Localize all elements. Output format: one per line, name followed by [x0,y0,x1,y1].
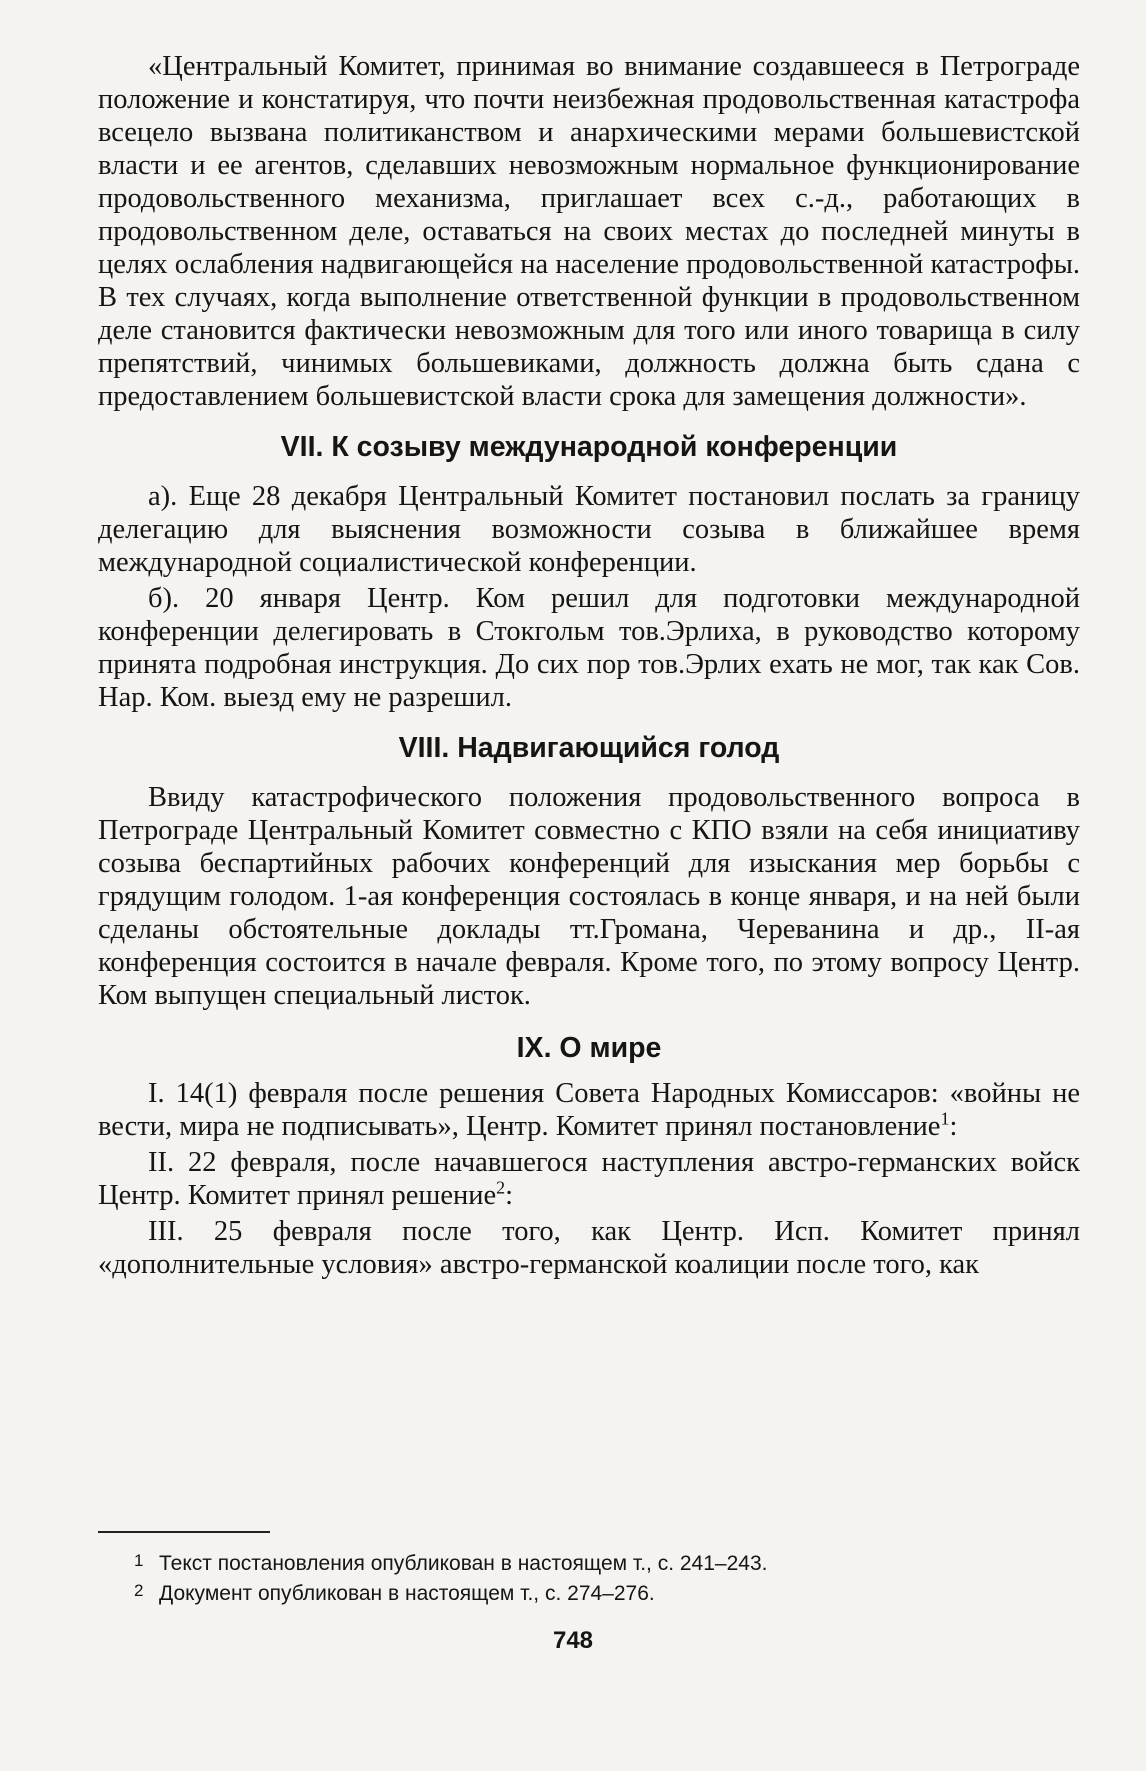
section-9-paragraph-2-text: II. 22 февраля, после начавшегося наступления австро-германских войск Центр. Комитет принял решение [98,1147,1080,1211]
section-9-paragraph-3: III. 25 февраля после того, как Центр. Исп. Комитет принял «дополнительные условия» австро-германской коалиции после того, как [98,1216,1080,1280]
footnote-2 [98,1579,1080,1609]
section-7-item-b: б). 20 января Центр. Ком решил для подготовки международной конференции делегировать в Стокгольм тов.Эрлиха, в руководство которому принята подробная инструкция. До сих пор тов.Эрлих ехать не мог, так как Сов. Нар. Ком. выезд ему не разрешил. [98,583,1080,713]
footnote-1 [98,1549,1080,1579]
footnotes [98,1549,1080,1609]
section-9-title: IX. О мире [516,1032,662,1064]
footnote-2-number: 2 [134,1581,144,1600]
footnote-ref-1[interactable]: 1 [940,1108,950,1129]
section-9-paragraph-2-end: : [505,1180,514,1211]
footnote-1-text: Текст постановления опубликован в настоящем т., с. 241–243. [159,1552,768,1575]
section-9-paragraph-2 [98,1146,1080,1212]
section-8-paragraph: Ввиду катастрофического положения продовольственного вопроса в Петрограде Центральный Комитет совместно с КПО взяли на себя инициативу созыва беспартийных рабочих конференций для изыскания мер борьбы с грядущим голодом. 1-ая конференция состоялась в конце января, и на ней были сделаны обстоятельные доклады тт.Громана, Череванина и др., II-ая конференция состоится в начале февраля. Кроме того, по этому вопросу Центр. Ком выпущен специальный листок. [98,782,1080,1011]
section-9-paragraph-1 [98,1077,1080,1143]
section-9-paragraph-1-text: I. 14(1) февраля после решения Совета Народных Комиссаров: «войны не вести, мира не подписывать», Центр. Комитет принял постановление [98,1078,1080,1142]
intro-quote-paragraph: «Центральный Комитет, принимая во внимание создавшееся в Петрограде положение и констатируя, что почти неизбежная продовольственная катастрофа всецело вызвана политиканством и анархическими мерами большевистской власти и ее агентов, сделавших невозможным нормальное функционирование продовольственного механизма, приглашает всех с.-д., работающих в продовольственном деле, оставаться на своих местах до последней минуты в целях ослабления надвигающейся на население продовольственной катастрофы. В тех случаях, когда выполнение ответственной функции в продовольственном деле становится фактически невозможным для того или иного товарища в силу препятствий, чинимых большевиками, должность должна быть сдана с предоставлением большевистской власти срока для замещения должности». [98,51,1080,412]
section-8-title: VIII. Надвигающийся голод [398,732,780,764]
page-number: 748 [552,1627,594,1654]
footnote-ref-2[interactable]: 2 [496,1177,506,1198]
section-7-item-a: а). Еще 28 декабря Центральный Комитет постановил послать за границу делегацию для выяснения возможности созыва в ближайшее время международной социалистической конференции. [98,481,1080,578]
page-body [98,50,1080,1281]
section-7-title: VII. К созыву международной конференции [280,431,898,463]
footnote-2-text: Документ опубликован в настоящем т., с. 274–276. [159,1582,655,1605]
section-9-paragraph-1-end: : [949,1111,958,1142]
footnote-1-number: 1 [134,1551,144,1570]
footnote-divider [98,1531,270,1533]
